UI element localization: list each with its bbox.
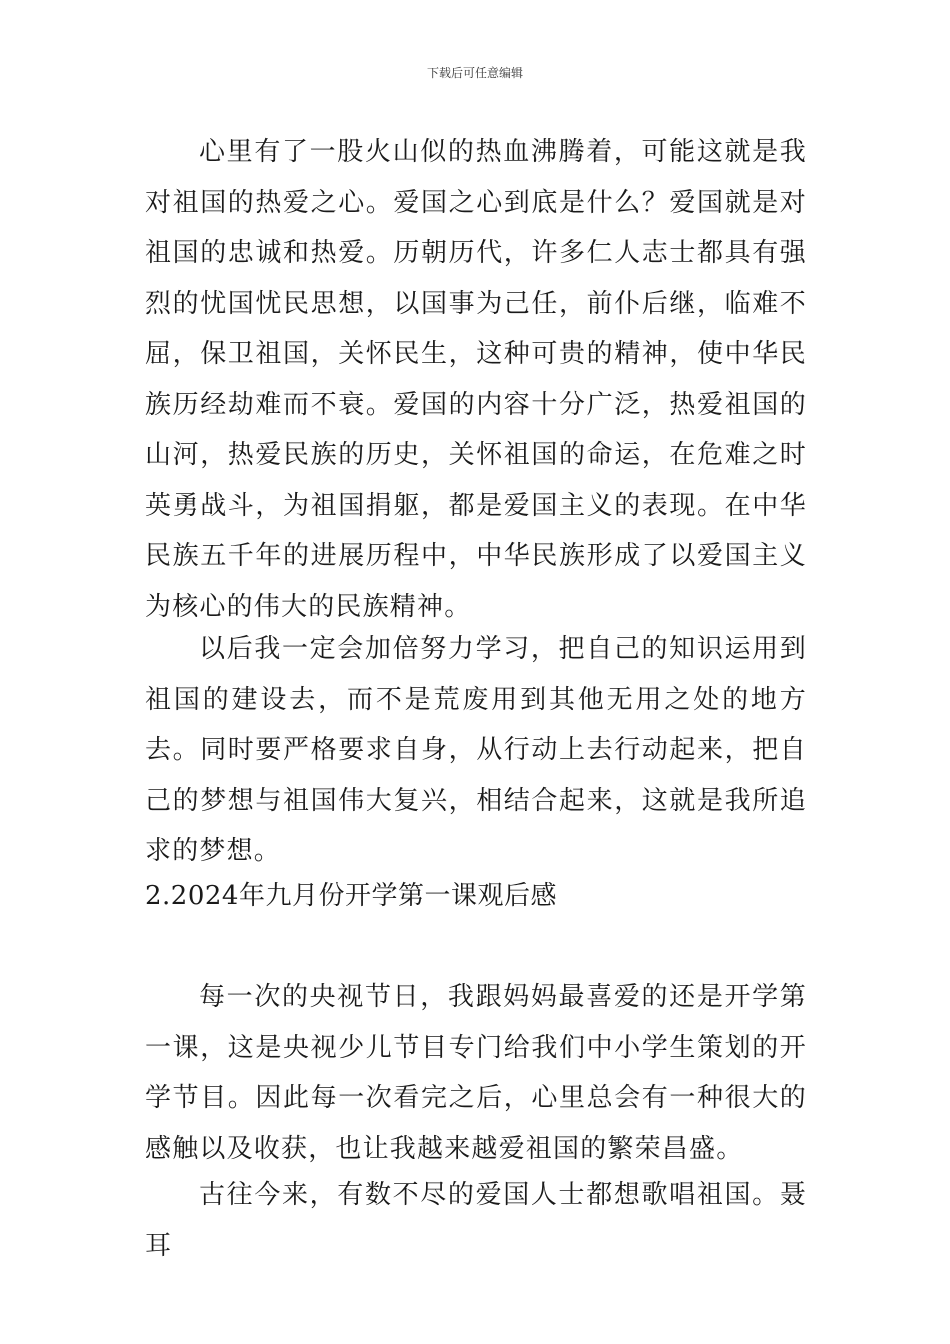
section-heading: 2.2024年九月份开学第一课观后感: [145, 881, 557, 911]
page-header: 下载后可任意编辑: [426, 66, 523, 80]
paragraph-1: 心里有了一股火山似的热血沸腾着，可能这就是我对祖国的热爱之心。爱国之心到底是什么？爱国就是对祖国的忠诚和热爱。历朝历代，许多仁人志士都具有强烈的忧国忧民思想，以国事为己任，前仆后继，临难不屈，保卫祖国，关怀民生，这种可贵的精神，使中华民族历经劫难而不衰。爱国的内容十分广泛，热爱祖国的山河，热爱民族的历史，关怀祖国的命运，在危难之时英勇战斗，为祖国捐躯，都是爱国主义的表现。在中华民族五千年的进展历程中，中华民族形成了以爱国主义为核心的伟大的民族精神。: [145, 137, 807, 622]
paragraph-2: 以后我一定会加倍努力学习，把自己的知识运用到祖国的建设去，而不是荒废用到其他无用之处的地方去。同时要严格要求自身，从行动上去行动起来，把自己的梦想与祖国伟大复兴，相结合起来，这就是我所追求的梦想。: [145, 634, 807, 866]
section-paragraph-2: 古往今来，有数不尽的爱国人士都想歌唱祖国。聂耳: [145, 1180, 807, 1261]
section-paragraph-1: 每一次的央视节日，我跟妈妈最喜爱的还是开学第一课，这是央视少儿节目专门给我们中小学生策划的开学节目。因此每一次看完之后，心里总会有一种很大的感触以及收获，也让我越来越爱祖国的繁荣昌盛。: [145, 982, 807, 1164]
